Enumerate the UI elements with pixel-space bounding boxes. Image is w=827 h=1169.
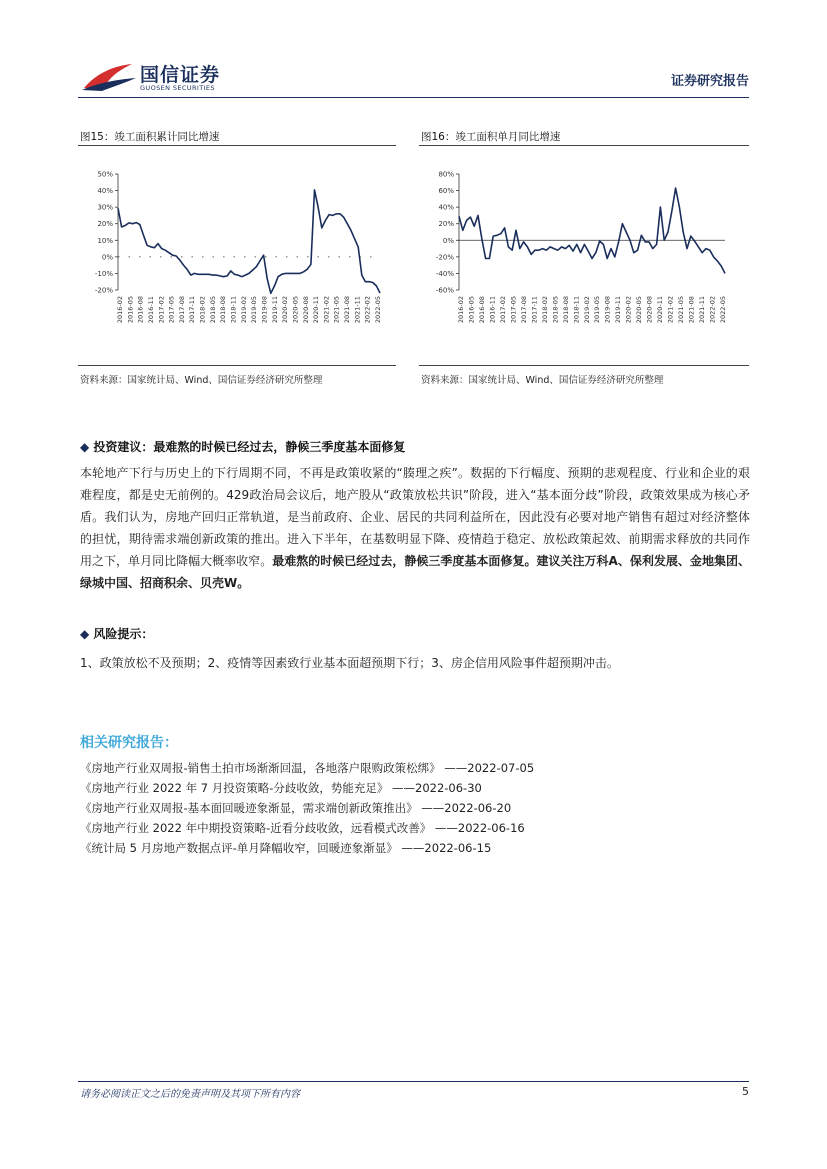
x-tick-label: 2019-08	[603, 295, 612, 324]
fig15-chart	[80, 150, 398, 362]
series-line	[118, 190, 380, 293]
y-tick-label: -20%	[435, 253, 454, 262]
company-name-en: GUOSEN SECURITIES	[140, 84, 215, 92]
related-report-item[interactable]: 《房地产行业 2022 年中期投资策略-近看分歧收敛，远看模式改善》 ——2022-06-16	[80, 821, 525, 835]
logo-mark-icon	[80, 58, 138, 92]
x-tick-label: 2019-11	[614, 296, 623, 324]
header-divider	[78, 97, 749, 98]
x-tick-label: 2016-08	[478, 296, 486, 324]
x-tick-label: 2020-11	[312, 296, 321, 324]
x-tick-label: 2016-11	[488, 295, 497, 324]
x-tick-label: 2017-08	[177, 295, 186, 324]
x-tick-label: 2019-11	[270, 296, 279, 324]
related-report-item[interactable]: 《房地产行业 2022 年 7 月投资策略-分歧收敛，势能充足》 ——2022-06-30	[80, 781, 482, 795]
x-tick-label: 2022-05	[719, 296, 727, 324]
x-tick-label: 2020-02	[281, 295, 290, 324]
footer-divider	[78, 1081, 749, 1082]
y-tick-label: 60%	[438, 187, 454, 196]
x-tick-label: 2019-05	[593, 295, 602, 324]
y-tick-label: 40%	[438, 203, 454, 212]
fig15-top-rule	[78, 145, 396, 146]
fig15-source: 资料来源：国家统计局、Wind、国信证券经济研究所整理	[80, 375, 323, 386]
bullet-diamond-icon: ◆	[80, 440, 90, 454]
x-tick-label: 2016-11	[147, 296, 155, 324]
x-tick-label: 2021-11	[353, 296, 362, 324]
x-tick-label: 2017-08	[519, 296, 528, 324]
invest-body: 本轮地产下行与历史上的下行周期不同，不再是政策收紧的“腠理之疾”。数据的下行幅度、预期的悲观程度、行业和企业的艰难程度，都是史无前例的。429政治局会议后，地产股从“政策放松共识”阶段，进入“基本面分歧”阶段，政策效果成为核心矛盾。我们认为，房地产回归正常轨道，是当前政府、企业、居民的共同利益所在，因此没有必要对地产销售有超过对经济整体的担忧，期待需求端创新政策的推出。进入下半年，在基数明显下降、疫情趋于稳定、放松政策起效、前期需求释放的共同作用之下，单月同比降幅大概率收窄。	[80, 466, 750, 568]
related-report-item[interactable]: 《房地产行业双周报-基本面回暖迹象渐显，需求端创新政策推出》 ——2022-06-20	[80, 801, 512, 815]
series-line	[459, 188, 725, 273]
invest-paragraph	[80, 462, 750, 594]
x-tick-label: 2021-08	[343, 295, 351, 324]
x-tick-label: 2019-05	[250, 296, 259, 324]
fig16-title: 图16：竣工面积单月同比增速	[421, 131, 561, 143]
x-tick-label: 2019-02	[239, 295, 248, 324]
x-tick-label: 2020-02	[624, 296, 633, 324]
x-tick-label: 2018-02	[540, 295, 549, 324]
x-tick-label: 2016-02	[116, 296, 124, 324]
x-tick-label: 2020-11	[656, 295, 665, 324]
x-tick-label: 2018-05	[551, 295, 560, 324]
disclaimer-note: 请务必阅读正文之后的免责声明及其项下所有内容	[80, 1089, 300, 1100]
x-tick-label: 2016-05	[126, 295, 135, 324]
y-tick-label: 80%	[438, 170, 454, 179]
x-tick-label: 2019-02	[582, 296, 591, 324]
related-report-item[interactable]: 《房地产行业双周报-销售土拍市场渐渐回温，各地落户限购政策松绑》 ——2022-07-05	[80, 761, 535, 775]
x-tick-label: 2016-02	[457, 296, 465, 324]
risk-body: 1、政策放松不及预期；2、疫情等因素致行业基本面超预期下行；3、房企信用风险事件超预期冲击。	[80, 656, 619, 670]
x-tick-label: 2017-02	[498, 295, 507, 324]
page-number: 5	[742, 1085, 749, 1098]
y-tick-label: -10%	[94, 269, 113, 278]
x-tick-label: 2022-02	[708, 295, 717, 324]
company-logo	[80, 58, 240, 96]
fig16-source: 资料来源：国家统计局、Wind、国信证券经济研究所整理	[421, 375, 664, 386]
x-tick-label: 2021-02	[666, 296, 675, 324]
x-tick-label: 2018-02	[198, 296, 207, 324]
bullet-diamond-icon: ◆	[80, 627, 90, 641]
y-tick-label: 0%	[101, 253, 113, 262]
y-tick-label: 50%	[97, 170, 113, 179]
risk-heading-text: 风险提示：	[93, 627, 154, 641]
fig15-bottom-rule	[78, 365, 396, 366]
y-tick-label: 30%	[97, 203, 113, 212]
x-tick-label: 2018-05	[208, 296, 217, 324]
fig16-chart	[421, 150, 749, 362]
x-tick-label: 2016-08	[136, 295, 145, 324]
y-tick-label: 20%	[97, 220, 113, 229]
x-tick-label: 2020-05	[291, 295, 300, 324]
x-tick-label: 2018-11	[229, 295, 238, 324]
x-tick-label: 2017-11	[188, 295, 197, 324]
y-tick-label: -20%	[94, 286, 113, 295]
x-tick-label: 2017-05	[509, 296, 518, 324]
invest-heading	[80, 438, 405, 455]
x-tick-label: 2017-11	[530, 296, 539, 324]
x-tick-label: 2020-05	[635, 296, 644, 324]
x-tick-label: 2018-08	[219, 296, 228, 324]
report-type-label: 证券研究报告	[670, 74, 749, 89]
y-tick-label: 20%	[438, 220, 454, 229]
invest-heading-text: 投资建议：最难熬的时候已经过去，静候三季度基本面修复	[93, 440, 406, 454]
x-tick-label: 2021-05	[332, 295, 341, 324]
y-tick-label: 10%	[97, 236, 113, 245]
company-name-cn: 国信证券	[140, 64, 221, 86]
invest-body-bold: 最难熬的时候已经过去，静候三季度基本面修复。建议关注万科A、保利发展、金地集团、绿城中国、招商积余、贝壳W。	[80, 554, 750, 590]
related-reports-title: 相关研究报告：	[80, 735, 178, 751]
risk-heading	[80, 625, 153, 642]
x-tick-label: 2022-02	[363, 296, 372, 324]
x-tick-label: 2017-02	[157, 296, 166, 324]
x-tick-label: 2021-05	[677, 296, 686, 324]
x-tick-label: 2022-05	[374, 296, 382, 324]
x-tick-label: 2020-08	[301, 296, 310, 324]
fig15-title: 图15：竣工面积累计同比增速	[80, 131, 220, 143]
x-tick-label: 2018-08	[561, 296, 570, 324]
y-tick-label: -60%	[435, 286, 454, 295]
fig16-bottom-rule	[419, 365, 749, 366]
x-tick-label: 2018-11	[572, 296, 581, 324]
y-tick-label: 0%	[442, 236, 454, 245]
x-tick-label: 2020-08	[645, 295, 654, 324]
x-tick-label: 2021-08	[687, 296, 696, 324]
x-tick-label: 2019-08	[260, 296, 269, 324]
x-tick-label: 2016-05	[467, 296, 476, 324]
x-tick-label: 2021-02	[322, 296, 331, 324]
y-tick-label: -40%	[435, 269, 454, 278]
x-tick-label: 2017-05	[167, 296, 176, 324]
fig16-top-rule	[419, 145, 749, 146]
x-tick-label: 2021-11	[698, 295, 706, 324]
y-tick-label: 40%	[97, 187, 113, 196]
related-report-item[interactable]: 《统计局 5 月房地产数据点评-单月降幅收窄，回暖迹象渐显》 ——2022-06-15	[80, 841, 492, 855]
